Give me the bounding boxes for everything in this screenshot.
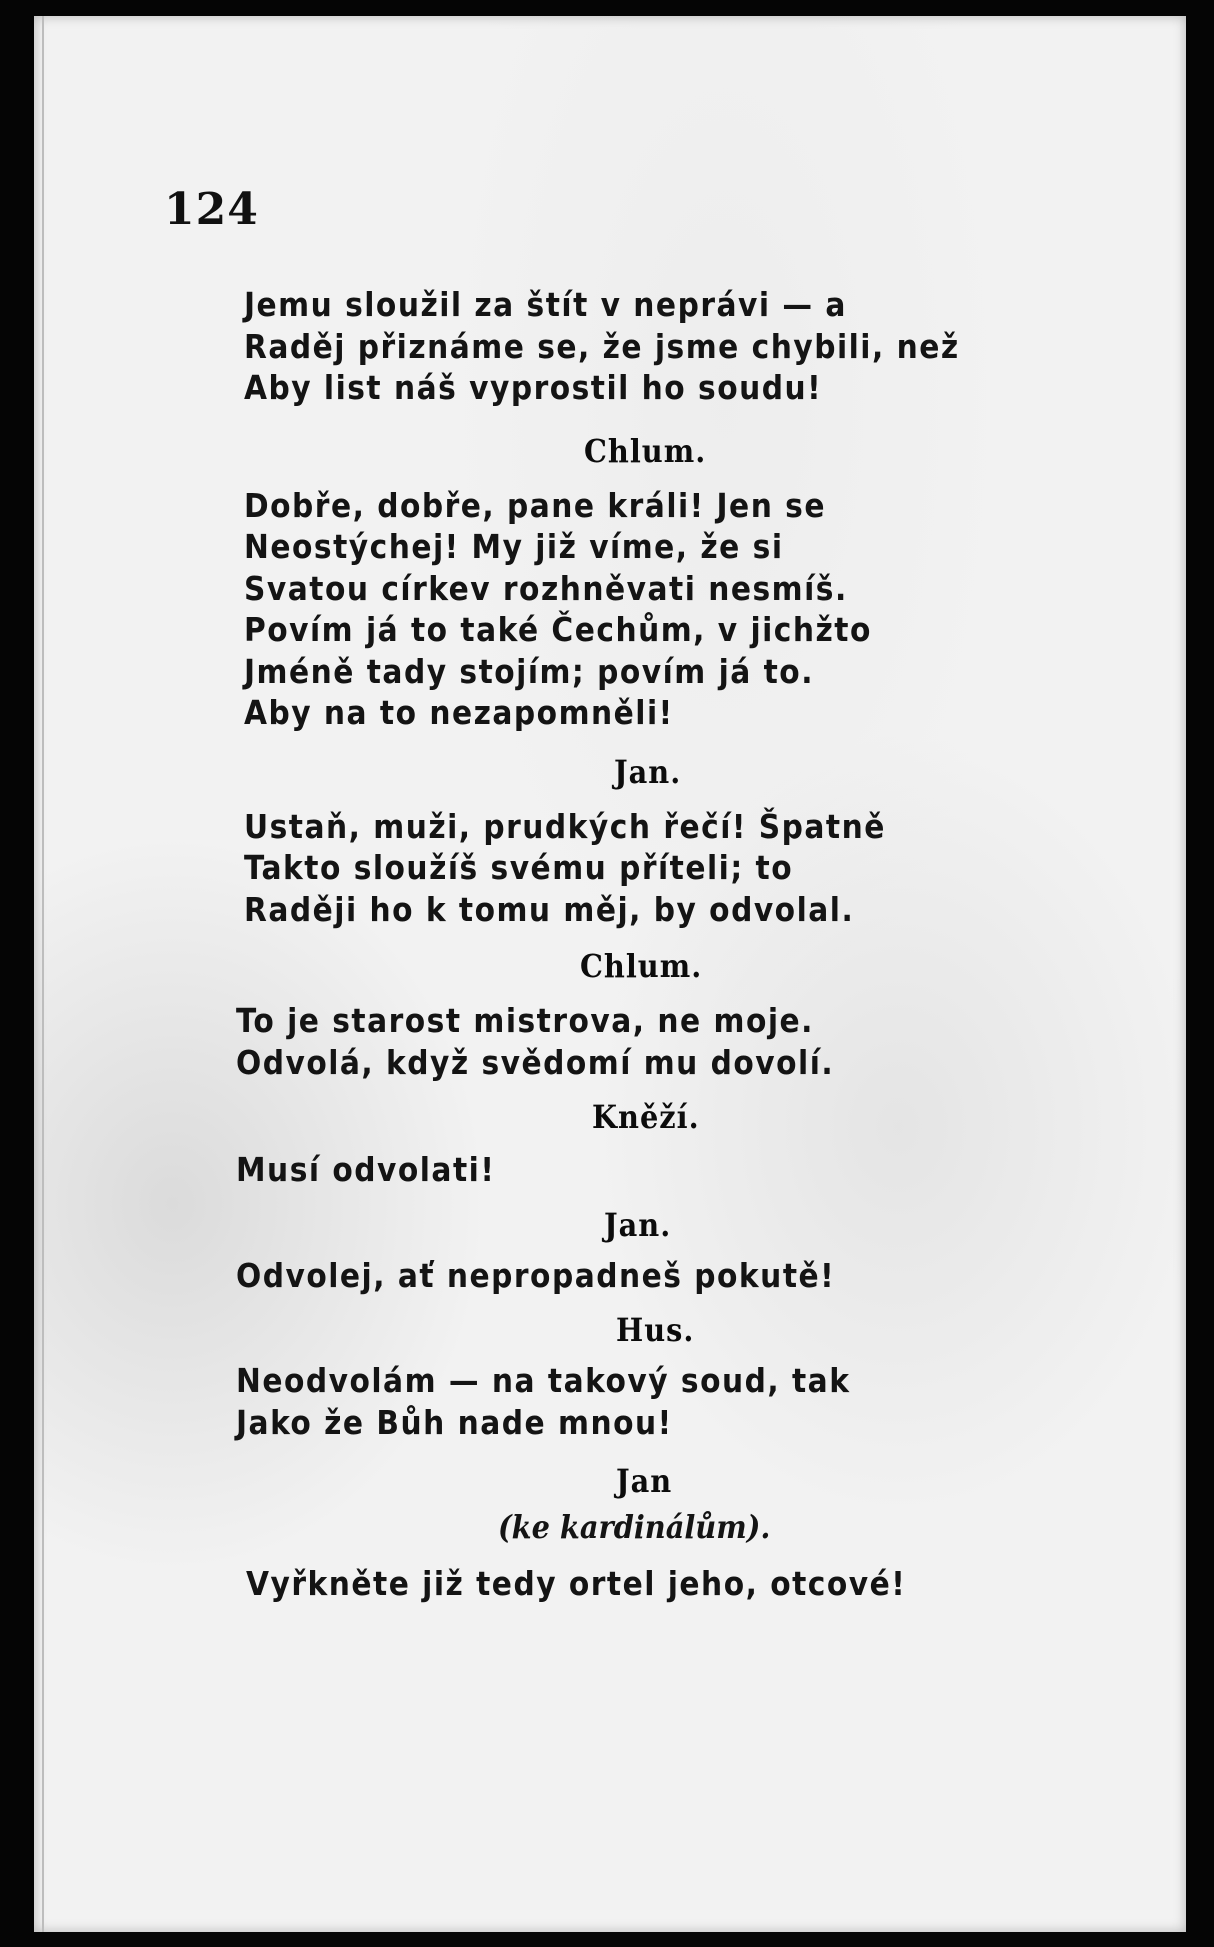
speaker-name: Kněží. [592,1098,700,1136]
page-edge-line [42,16,44,1932]
verse-line: Povím já to také Čechům, v jichžto [244,610,872,649]
verse-line: Aby na to nezapomněli! [244,693,674,732]
speech-6 [236,1255,1036,1297]
speaker-name: Jan [616,1462,673,1500]
verse-line: Odvolej, ať nepropadneš pokutě! [236,1255,836,1295]
verse-line: Raději ho k tomu měj, by odvolal. [244,889,855,929]
verse-line: Aby list náš vyprostil ho soudu! [244,368,823,407]
verse-line: To je starost mistrova, ne moje. [236,1001,814,1040]
verse-line: Raděj přiznáme se, že jsme chybili, než [244,326,960,366]
verse-line: Svatou církev rozhněvati nesmíš. [244,568,848,608]
speech-5 [236,1149,1036,1191]
speaker-name: Hus. [616,1311,695,1349]
book-page [34,16,1186,1932]
speaker-name: Jan. [614,752,682,791]
verse-line: Jméně tady stojím; povím já to. [244,651,814,691]
verse-line: Odvolá, když svědomí mu dovolí. [236,1042,835,1082]
verse-line: Vyřkněte již tedy ortel jeho, otcové! [246,1564,907,1603]
page-number: 124 [164,184,259,235]
verse-line: Neostýchej! My již víme, že si [244,527,784,566]
verse-line: Ustaň, muži, prudkých řečí! Špatně [244,806,886,846]
verse-line: Jako že Bůh nade mnou! [236,1402,673,1442]
speech-8 [246,1563,1046,1605]
speech-1 [244,284,1044,409]
speaker-name: Jan. [604,1205,672,1244]
drama-text [236,284,1044,1605]
speech-7 [236,1360,1036,1443]
speech-4 [236,1000,1036,1083]
speaker-name: Chlum. [584,431,707,470]
verse-line: Jemu sloužil za štít v neprávi — a [244,285,847,324]
speaker-name: Chlum. [580,947,703,985]
stage-direction: (ke kardinálům). [498,1508,771,1546]
speech-2 [244,485,1044,734]
verse-line: Dobře, dobře, pane králi! Jen se [244,485,826,525]
verse-line: Musí odvolati! [236,1150,496,1189]
verse-line: Neodvolám — na takový soud, tak [236,1361,851,1400]
verse-line: Takto sloužíš svému příteli; to [244,848,794,887]
speech-3 [244,806,1044,931]
